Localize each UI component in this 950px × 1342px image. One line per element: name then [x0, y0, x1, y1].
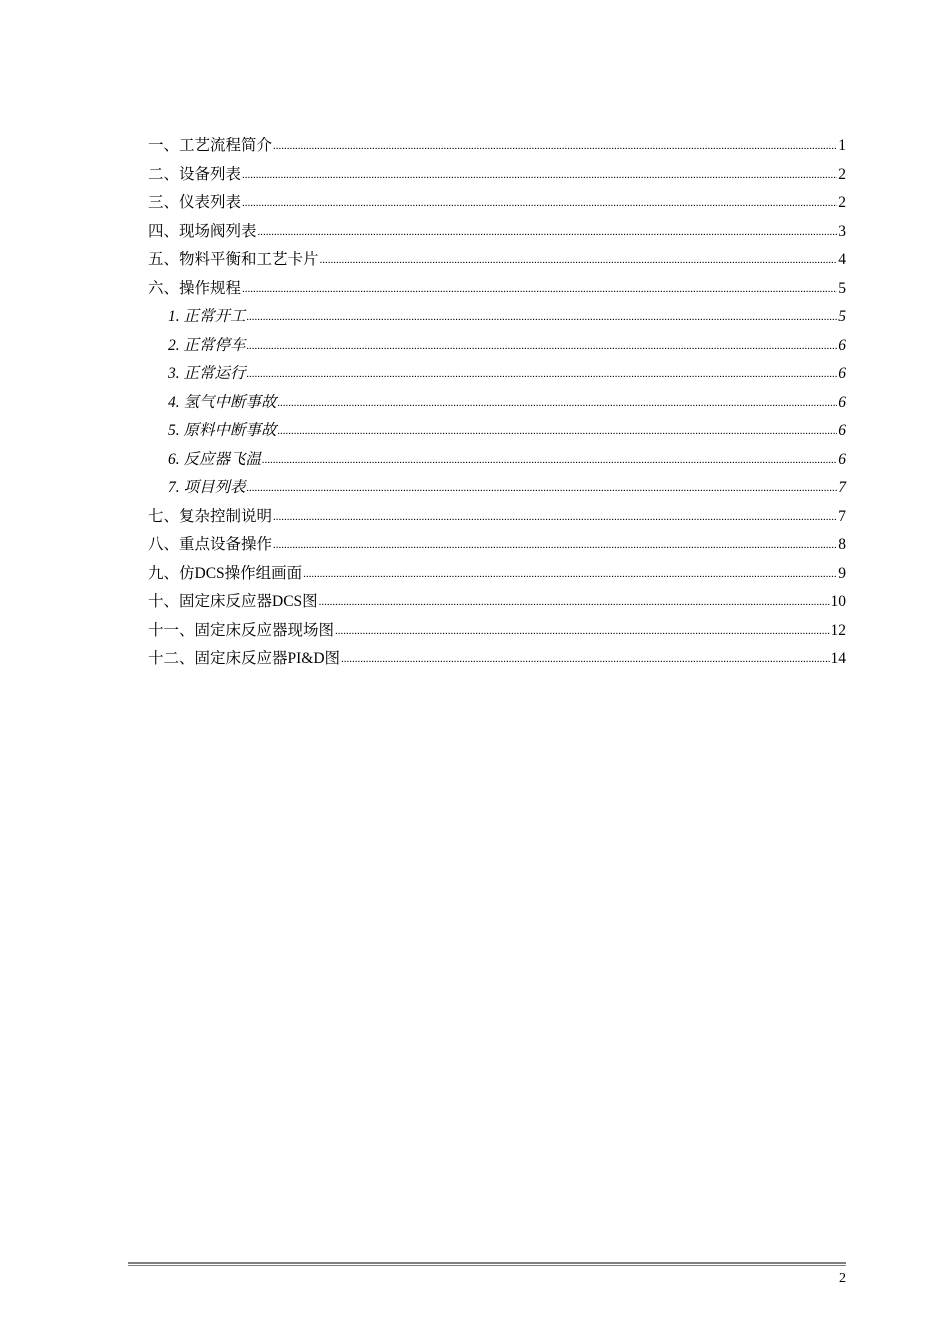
toc-entry[interactable]	[148, 588, 846, 617]
toc-dot-leader	[319, 588, 830, 617]
toc-entry-title: 一、工艺流程简介	[148, 137, 273, 154]
toc-dot-leader	[242, 189, 837, 218]
toc-entry[interactable]	[148, 503, 846, 532]
toc-entry-title: 十二、固定床反应器PI&D图	[148, 650, 341, 667]
toc-entry[interactable]	[148, 332, 846, 361]
toc-dot-leader	[273, 132, 837, 161]
toc-entry-page: 2	[838, 194, 846, 211]
toc-entry[interactable]	[148, 360, 846, 389]
toc-dot-leader	[247, 360, 838, 389]
page-number: 2	[839, 1271, 846, 1286]
toc-entry-page: 6	[838, 422, 846, 439]
toc-entry-page: 9	[838, 564, 846, 582]
toc-entry-page: 5	[838, 308, 846, 325]
toc-entry-page: 4	[838, 251, 846, 268]
footer-rule	[128, 1262, 846, 1266]
toc-entry-title: 七、复杂控制说明	[148, 507, 273, 525]
toc-dot-leader	[278, 389, 838, 418]
toc-entry-title: 7. 项目列表	[168, 479, 246, 496]
toc-dot-leader	[247, 303, 838, 332]
toc-entry-page: 14	[830, 650, 846, 667]
toc-dot-leader	[273, 503, 837, 532]
toc-entry-title: 1. 正常开工	[168, 308, 246, 325]
toc-dot-leader	[247, 474, 838, 503]
toc-entry-page: 7	[838, 479, 846, 496]
toc-entry-title: 3. 正常运行	[168, 365, 246, 382]
toc-entry-page: 10	[830, 593, 846, 610]
toc-entry-title: 6. 反应器飞温	[168, 450, 262, 468]
toc-entry[interactable]	[148, 275, 846, 304]
toc-entry-title: 三、仪表列表	[148, 194, 242, 211]
toc-entry-title: 九、仿DCS操作组画面	[148, 564, 303, 582]
toc-entry-page: 8	[838, 536, 846, 553]
toc-dot-leader	[303, 560, 837, 589]
toc-dot-leader	[258, 218, 838, 247]
toc-entry-page: 6	[838, 365, 846, 382]
toc-dot-leader	[320, 246, 838, 275]
toc-entry[interactable]	[148, 446, 846, 475]
toc-entry-page: 6	[838, 393, 846, 411]
toc-entry[interactable]	[148, 189, 846, 218]
toc-dot-leader	[242, 275, 837, 304]
toc-entry[interactable]	[148, 417, 846, 446]
toc-dot-leader	[335, 617, 829, 646]
toc-entry-title: 六、操作规程	[148, 279, 242, 297]
toc-entry[interactable]	[148, 132, 846, 161]
toc-entry[interactable]	[148, 645, 846, 674]
toc-entry-page: 2	[838, 165, 846, 183]
toc-entry-title: 5. 原料中断事故	[168, 422, 277, 439]
toc-dot-leader	[273, 531, 837, 560]
toc-entry[interactable]	[148, 560, 846, 589]
toc-dot-leader	[278, 417, 838, 446]
toc-entry-title: 2. 正常停车	[168, 336, 246, 354]
toc-entry[interactable]	[148, 218, 846, 247]
toc-entry-page: 3	[838, 222, 846, 240]
toc-dot-leader	[341, 645, 829, 674]
toc-dot-leader	[247, 332, 838, 361]
toc-dot-leader	[242, 161, 837, 190]
toc-entry-title: 八、重点设备操作	[148, 536, 273, 553]
toc-entry-title: 十、固定床反应器DCS图	[148, 593, 318, 610]
toc-entry-page: 6	[838, 450, 846, 468]
toc-entry-page: 12	[830, 621, 846, 639]
toc-entry[interactable]	[148, 303, 846, 332]
toc-entry[interactable]	[148, 389, 846, 418]
toc-entry[interactable]	[148, 531, 846, 560]
toc-entry-title: 十一、固定床反应器现场图	[148, 621, 335, 639]
toc-entry-title: 五、物料平衡和工艺卡片	[148, 251, 319, 268]
toc-entry-title: 四、现场阀列表	[148, 222, 257, 240]
toc-entry-title: 二、设备列表	[148, 165, 242, 183]
toc-entry-page: 1	[838, 137, 846, 154]
toc-dot-leader	[262, 446, 837, 475]
toc-entry[interactable]	[148, 246, 846, 275]
toc-entry[interactable]	[148, 474, 846, 503]
toc-entry-page: 5	[838, 279, 846, 297]
toc-entry[interactable]	[148, 161, 846, 190]
toc-entry-title: 4. 氢气中断事故	[168, 393, 277, 411]
toc-entry-page: 6	[838, 336, 846, 354]
table-of-contents	[148, 132, 846, 674]
toc-entry[interactable]	[148, 617, 846, 646]
toc-entry-page: 7	[838, 507, 846, 525]
